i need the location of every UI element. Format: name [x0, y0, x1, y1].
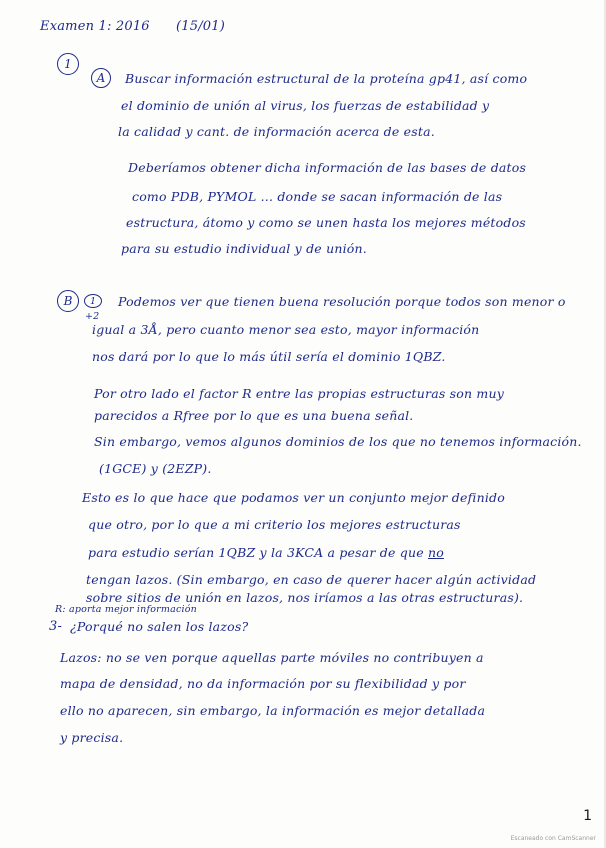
answer-3-line-1: Lazos: no se ven porque aquellas parte móviles no contribuyen a [60, 650, 484, 665]
answer-3-line-3: ello no aparecen, sin embargo, la información es mejor detallada [60, 703, 486, 718]
section-b-sub-marker-top: 1 [84, 294, 102, 308]
section-b-line-1: Podemos ver que tienen buena resolución porque todos son menor o [118, 294, 566, 309]
section-a-line-6: estructura, átomo y como se unen hasta los mejores métodos [126, 215, 526, 230]
question-1-marker: 1 [57, 53, 79, 75]
section-a-line-5: como PDB, PYMOL ... donde se sacan información de las [132, 189, 503, 204]
section-b-line-9: que otro, por lo que a mi criterio los mejores estructuras [88, 517, 461, 532]
section-a-marker: A [91, 68, 111, 88]
section-a-line-4: Deberíamos obtener dicha información de las bases de datos [128, 160, 527, 175]
underlined-word: no [427, 545, 444, 560]
section-b-line-6: Sin embargo, vemos algunos dominios de los que no tenemos información. [94, 434, 582, 449]
section-a-line-1: Buscar información estructural de la proteína gp41, así como [125, 71, 528, 86]
answer-3-line-4: y precisa. [60, 730, 124, 745]
answer-3-line-2: mapa de densidad, no da información por su flexibilidad y por [60, 676, 466, 691]
exam-title: Examen 1: 2016 [40, 19, 150, 34]
section-b-line-5: parecidos a Rfree por lo que es una buena señal. [94, 408, 414, 423]
page-number: 1 [583, 808, 592, 824]
section-a-line-3: la calidad y cant. de información acerca de esta. [118, 124, 435, 139]
section-b-line-10: para estudio serían 1QBZ y la 3KCA a pesar de que no [88, 545, 444, 560]
section-b-line-2: igual a 3Å, pero cuanto menor sea esto, mayor información [92, 322, 480, 337]
section-b-line-12: sobre sitios de unión en lazos, nos iríamos a las otras estructuras). [86, 590, 524, 605]
section-b-line-11: tengan lazos. (Sin embargo, en caso de querer hacer algún actividad [86, 572, 537, 587]
section-a-line-2: el dominio de unión al virus, los fuerzas de estabilidad y [121, 98, 490, 113]
section-b-line-3: nos dará por lo que lo más útil sería el dominio 1QBZ. [92, 349, 446, 364]
section-b-line-8: Esto es lo que hace que podamos ver un conjunto mejor definido [82, 490, 505, 505]
question-3-number: 3- [49, 619, 63, 634]
section-a-line-7: para su estudio individual y de unión. [121, 241, 367, 256]
question-3-text: ¿Porqué no salen los lazos? [70, 619, 249, 634]
section-b-line-4: Por otro lado el factor R entre las propias estructuras son muy [94, 386, 504, 401]
section-b-line-7: (1GCE) y (2EZP). [99, 461, 212, 476]
section-b-sub-marker-bottom: +2 [85, 311, 100, 322]
exam-date: (15/01) [176, 19, 226, 34]
section-b-marker: B [57, 290, 79, 312]
scanner-watermark: Escaneado con CamScanner [510, 835, 596, 842]
section-b-insert-note: R: aporta mejor información [55, 604, 197, 615]
